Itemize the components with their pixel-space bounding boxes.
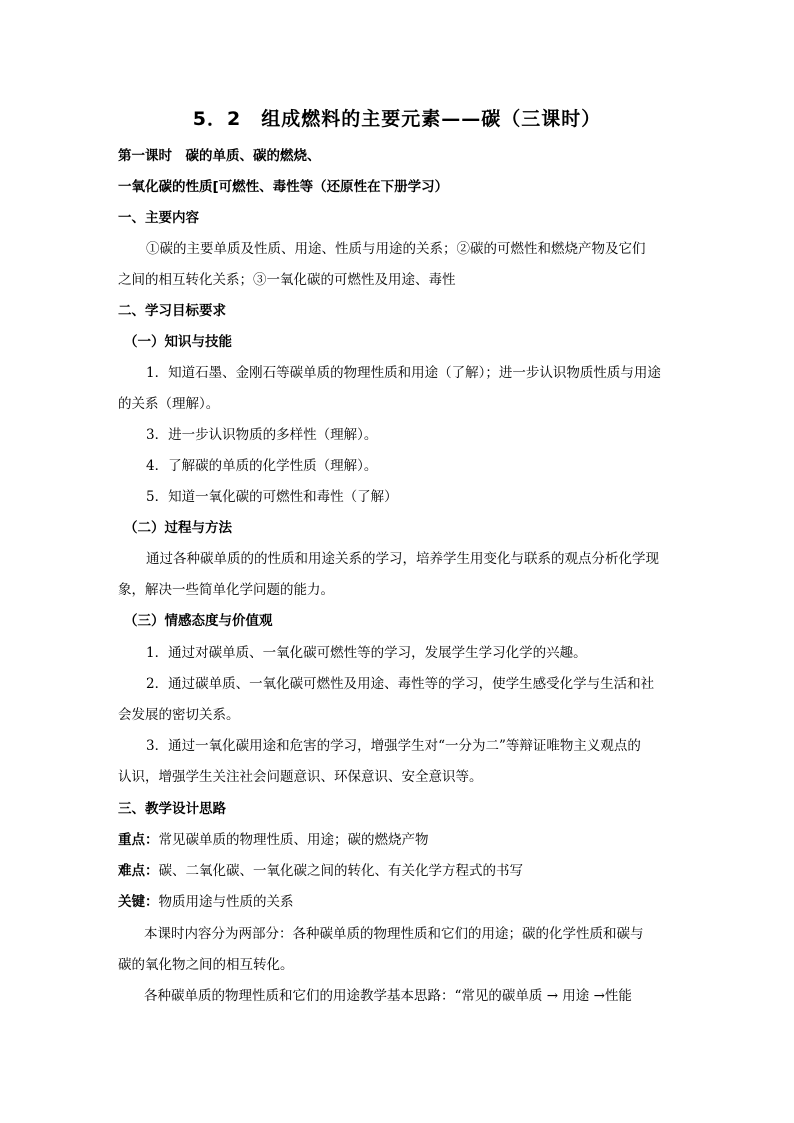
difficulty-label: 难点： bbox=[118, 863, 159, 879]
section2-sub2-heading: （二）过程与方法 bbox=[124, 520, 232, 536]
crux-label: 关键： bbox=[118, 894, 159, 910]
goal-item1-line1: 1．知道石墨、金刚石等碳单质的物理性质和用途（了解）；进一步认识物质性质与用途 bbox=[146, 365, 661, 381]
section1-heading: 一、主要内容 bbox=[118, 210, 199, 226]
difficulty-point bbox=[118, 861, 678, 881]
goal-item5: 5．知道一氧化碳的可燃性和毒性（了解） bbox=[146, 489, 398, 505]
section3-heading: 三、教学设计思路 bbox=[118, 801, 226, 817]
attitude-item2-line1: 2．通过碳单质、一氧化碳可燃性及用途、毒性等的学习，使学生感受化学与生活和社 bbox=[146, 676, 655, 692]
section2-sub1-heading: （一）知识与技能 bbox=[124, 334, 232, 350]
design-para1-line1: 本课时内容分为两部分：各种碳单质的物理性质和它们的用途；碳的化学性质和碳与 bbox=[144, 926, 644, 942]
process-line1: 通过各种碳单质的的性质和用途关系的学习，培养学生用变化与联系的观点分析化学现 bbox=[146, 551, 659, 567]
page-title: 5．2 组成燃料的主要元素——碳（三课时） bbox=[192, 108, 602, 130]
goal-item3: 3．进一步认识物质的多样性（理解）。 bbox=[146, 427, 378, 443]
lesson-heading-1: 第一课时 碳的单质、碳的燃烧、 bbox=[118, 148, 321, 164]
lesson-heading-2: 一氧化碳的性质[可燃性、毒性等（还原性在下册学习） bbox=[118, 179, 449, 195]
goal-item4: 4．了解碳的单质的化学性质（理解）。 bbox=[146, 458, 378, 474]
section2-heading: 二、学习目标要求 bbox=[118, 303, 226, 319]
key-point-text: 常见碳单质的物理性质、用途；碳的燃烧产物 bbox=[158, 832, 429, 848]
section1-line2: 之间的相互转化关系；③一氧化碳的可燃性及用途、毒性 bbox=[118, 272, 456, 288]
attitude-item2-line2: 会发展的密切关系。 bbox=[118, 707, 240, 723]
attitude-item3-line1: 3．通过一氧化碳用途和危害的学习，增强学生对“一分为二”等辩证唯物主义观点的 bbox=[146, 738, 641, 754]
section2-sub3-heading: （三）情感态度与价值观 bbox=[124, 613, 273, 629]
design-para1-line2: 碳的氧化物之间的相互转化。 bbox=[118, 957, 294, 973]
goal-item1-line2: 的关系（理解）。 bbox=[118, 396, 220, 412]
attitude-item1: 1．通过对碳单质、一氧化碳可燃性等的学习，发展学生学习化学的兴趣。 bbox=[146, 645, 587, 661]
attitude-item3-line2: 认识，增强学生关注社会问题意识、环保意识、安全意识等。 bbox=[118, 769, 483, 785]
design-para2-line1: 各种碳单质的物理性质和它们的用途教学基本思路：“常见的碳单质 → 用途 →性能 bbox=[144, 988, 632, 1004]
crux-point bbox=[118, 892, 678, 912]
crux-text: 物质用途与性质的关系 bbox=[158, 894, 294, 910]
difficulty-text: 碳、二氧化碳、一氧化碳之间的转化、有关化学方程式的书写 bbox=[158, 863, 523, 879]
process-line2: 象，解决一些简单化学问题的能力。 bbox=[118, 582, 334, 598]
section1-line1: ①碳的主要单质及性质、用途、性质与用途的关系；②碳的可燃性和燃烧产物及它们 bbox=[146, 241, 646, 257]
key-point-label: 重点： bbox=[118, 832, 159, 848]
key-point bbox=[118, 830, 678, 850]
